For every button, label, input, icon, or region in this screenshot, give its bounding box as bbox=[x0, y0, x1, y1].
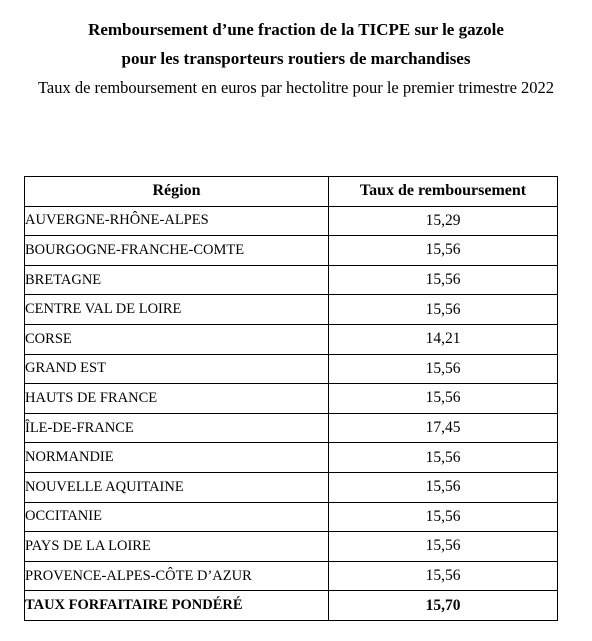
table-row bbox=[25, 236, 558, 266]
subtitle: Taux de remboursement en euros par hectolitre pour le premier trimestre 2022 bbox=[37, 78, 555, 97]
title-line-1: Remboursement d’une fraction de la TICPE sur le gazole bbox=[88, 20, 504, 39]
table-row bbox=[25, 206, 558, 236]
region-cell: AUVERGNE-RHÔNE-ALPES bbox=[25, 206, 329, 236]
region-cell: PAYS DE LA LOIRE bbox=[25, 532, 329, 562]
rate-cell: 15,56 bbox=[329, 502, 558, 532]
rate-cell: 15,56 bbox=[329, 384, 558, 414]
rate-cell: 17,45 bbox=[329, 413, 558, 443]
rate-cell: 15,56 bbox=[329, 561, 558, 591]
rate-cell: 14,21 bbox=[329, 324, 558, 354]
region-cell: CENTRE VAL DE LOIRE bbox=[25, 295, 329, 325]
table-header-row bbox=[25, 177, 558, 207]
total-rate-cell: 15,70 bbox=[329, 591, 558, 621]
table-row bbox=[25, 295, 558, 325]
column-header-rate: Taux de remboursement bbox=[329, 177, 558, 207]
column-header-region: Région bbox=[25, 177, 329, 207]
rate-cell: 15,29 bbox=[329, 206, 558, 236]
region-cell: OCCITANIE bbox=[25, 502, 329, 532]
rate-cell: 15,56 bbox=[329, 295, 558, 325]
table-row bbox=[25, 324, 558, 354]
table-row bbox=[25, 502, 558, 532]
total-label-cell: TAUX FORFAITAIRE PONDÉRÉ bbox=[25, 591, 329, 621]
table-row bbox=[25, 532, 558, 562]
rate-cell: 15,56 bbox=[329, 532, 558, 562]
title-line-2: pour les transporteurs routiers de marchandises bbox=[121, 49, 471, 68]
rate-cell: 15,56 bbox=[329, 265, 558, 295]
document-header bbox=[0, 15, 592, 102]
region-cell: NOUVELLE AQUITAINE bbox=[25, 472, 329, 502]
rate-cell: 15,56 bbox=[329, 354, 558, 384]
rate-cell: 15,56 bbox=[329, 472, 558, 502]
table-row bbox=[25, 265, 558, 295]
rates-table bbox=[24, 176, 558, 621]
region-cell: ÎLE-DE-FRANCE bbox=[25, 413, 329, 443]
table-row bbox=[25, 561, 558, 591]
region-cell: NORMANDIE bbox=[25, 443, 329, 473]
table-row bbox=[25, 413, 558, 443]
table-row bbox=[25, 354, 558, 384]
region-cell: BOURGOGNE-FRANCHE-COMTE bbox=[25, 236, 329, 266]
region-cell: PROVENCE-ALPES-CÔTE D’AZUR bbox=[25, 561, 329, 591]
region-cell: BRETAGNE bbox=[25, 265, 329, 295]
region-cell: CORSE bbox=[25, 324, 329, 354]
total-row bbox=[25, 591, 558, 621]
region-cell: HAUTS DE FRANCE bbox=[25, 384, 329, 414]
rate-cell: 15,56 bbox=[329, 443, 558, 473]
region-cell: GRAND EST bbox=[25, 354, 329, 384]
table-row bbox=[25, 472, 558, 502]
table-row bbox=[25, 443, 558, 473]
table-row bbox=[25, 384, 558, 414]
rate-cell: 15,56 bbox=[329, 236, 558, 266]
